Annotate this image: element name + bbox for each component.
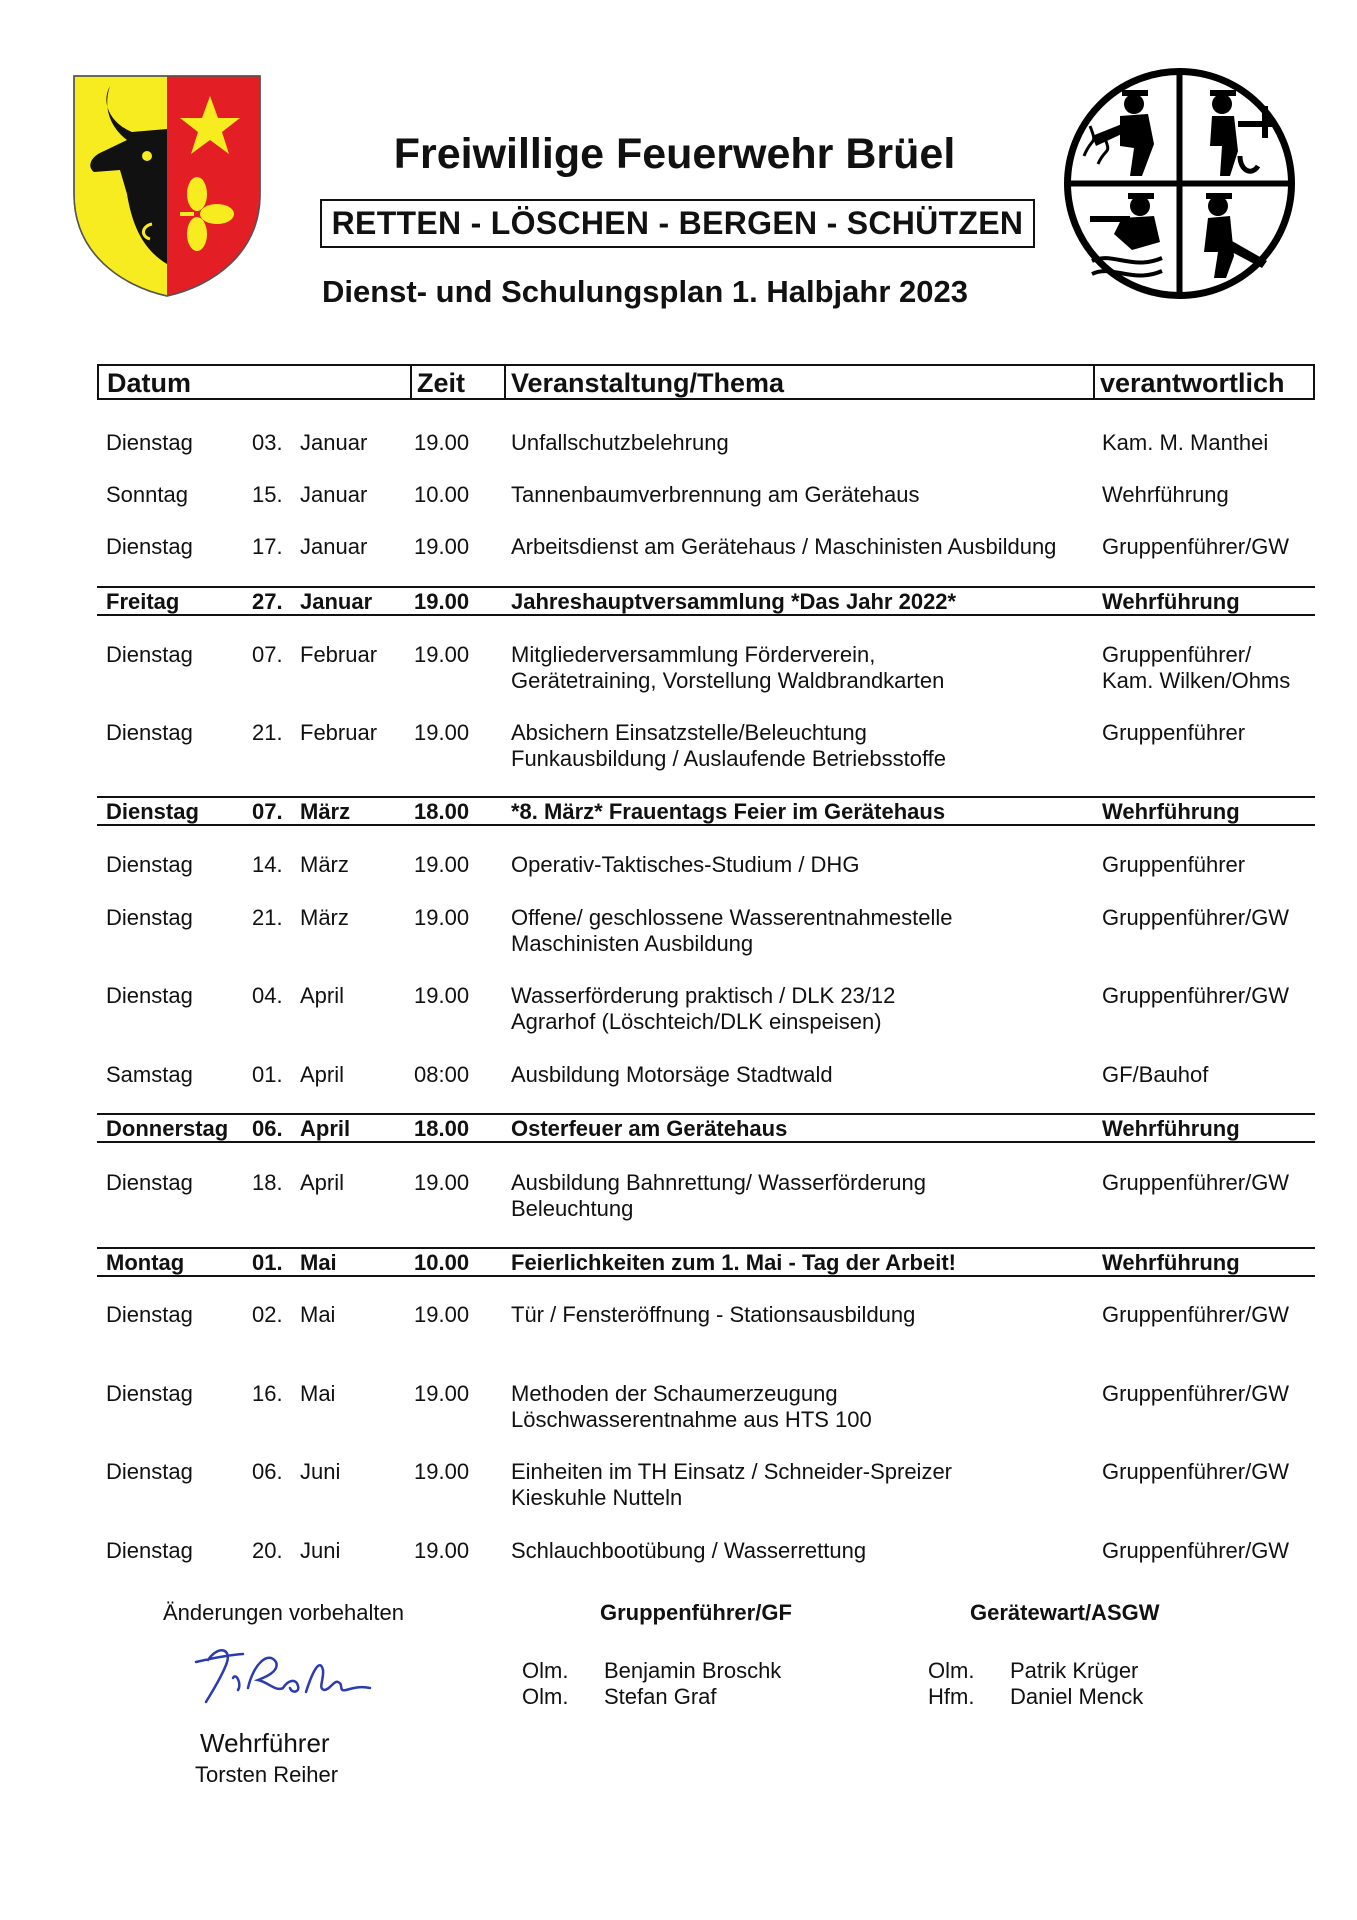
month-cell: April <box>300 1062 345 1087</box>
gw-name: Patrik Krüger <box>1010 1658 1139 1683</box>
topic-line: Schlauchbootübung / Wasserrettung <box>511 1538 867 1563</box>
responsible-cell <box>1102 1170 1289 1196</box>
town-crest-logo <box>72 74 262 299</box>
topic-cell <box>511 642 944 694</box>
topic-line: Mitgliederversammlung Förderverein, <box>511 642 876 667</box>
topic-line: Maschinisten Ausbildung <box>511 931 754 956</box>
day-cell: Dienstag <box>106 983 193 1008</box>
header-time: Zeit <box>417 368 466 398</box>
day-cell: Dienstag <box>106 534 193 559</box>
topic-cell <box>511 720 946 772</box>
highlighted-table-row <box>97 586 1315 616</box>
leader-name: Torsten Reiher <box>195 1762 339 1787</box>
topic-line: *8. März* Frauentags Feier im Gerätehaus <box>511 799 946 824</box>
day-cell: Dienstag <box>106 905 193 930</box>
responsible-cell <box>1102 534 1289 560</box>
responsible-line: Gruppenführer/GW <box>1102 1459 1290 1484</box>
day-cell: Dienstag <box>106 642 193 667</box>
date-number-cell: 16. <box>252 1381 283 1406</box>
responsible-line: Gruppenführer/ <box>1102 642 1252 667</box>
date-number-cell: 07. <box>252 799 283 824</box>
month-cell: Mai <box>300 1250 337 1275</box>
handwritten-signature <box>188 1640 378 1708</box>
time-cell: 08:00 <box>414 1062 470 1087</box>
responsible-cell <box>1102 1538 1289 1564</box>
topic-line: Tür / Fensteröffnung - Stationsausbildung <box>511 1302 916 1327</box>
header-date: Datum <box>107 368 192 398</box>
topic-cell <box>511 534 1056 560</box>
time-cell: 19.00 <box>414 1381 470 1406</box>
time-cell: 19.00 <box>414 1302 470 1327</box>
topic-line: Löschwasserentnahme aus HTS 100 <box>511 1407 872 1432</box>
topic-line: Wasserförderung praktisch / DLK 23/12 <box>511 983 896 1008</box>
responsible-cell <box>1102 642 1290 694</box>
month-cell: März <box>300 852 349 877</box>
topic-cell <box>511 852 859 878</box>
responsible-line: Gruppenführer/GW <box>1102 905 1290 930</box>
month-cell: Januar <box>300 482 368 507</box>
responsible-line: Gruppenführer/GW <box>1102 1381 1290 1406</box>
topic-line: Arbeitsdienst am Gerätehaus / Maschinisten Ausbildung <box>511 534 1057 559</box>
responsible-line: Wehrführung <box>1102 482 1229 507</box>
highlighted-table-row <box>97 796 1315 826</box>
gw-rank: Hfm. <box>928 1684 975 1709</box>
date-number-cell: 01. <box>252 1250 283 1275</box>
day-cell: Dienstag <box>106 799 199 824</box>
responsible-cell <box>1102 720 1245 746</box>
date-number-cell: 21. <box>252 720 283 745</box>
page-title: Freiwillige Feuerwehr Brüel <box>393 130 956 178</box>
day-cell: Freitag <box>106 589 180 614</box>
topic-line: Funkausbildung / Auslaufende Betriebsstoffe <box>511 746 947 771</box>
responsible-cell <box>1102 799 1240 825</box>
responsible-cell <box>1102 852 1245 878</box>
responsible-cell <box>1102 589 1240 615</box>
topic-line: Methoden der Schaumerzeugung <box>511 1381 838 1406</box>
header-divider <box>1093 366 1095 398</box>
responsible-cell <box>1102 1381 1289 1407</box>
topic-line: Agrarhof (Löschteich/DLK einspeisen) <box>511 1009 882 1034</box>
topic-line: Einheiten im TH Einsatz / Schneider-Spreizer <box>511 1459 953 1484</box>
leader-title: Wehrführer <box>200 1728 330 1758</box>
responsible-cell <box>1102 1062 1208 1088</box>
responsible-line: Gruppenführer/GW <box>1102 534 1290 559</box>
responsible-line: Gruppenführer/GW <box>1102 983 1290 1008</box>
responsible-cell <box>1102 1250 1240 1276</box>
header-divider <box>504 366 506 398</box>
topic-cell <box>511 1062 833 1088</box>
topic-line: Ausbildung Bahnrettung/ Wasserförderung <box>511 1170 926 1195</box>
date-number-cell: 02. <box>252 1302 283 1327</box>
responsible-line: GF/Bauhof <box>1102 1062 1209 1087</box>
gf-rank: Olm. <box>522 1658 569 1683</box>
topic-line: Ausbildung Motorsäge Stadtwald <box>511 1062 833 1087</box>
gf-name: Stefan Graf <box>604 1684 717 1709</box>
day-cell: Samstag <box>106 1062 193 1087</box>
date-number-cell: 18. <box>252 1170 283 1195</box>
month-cell: Juni <box>300 1538 341 1563</box>
time-cell: 19.00 <box>414 534 470 559</box>
day-cell: Dienstag <box>106 852 193 877</box>
fire-brigade-emblem <box>1062 66 1297 301</box>
gf-name: Benjamin Broschk <box>604 1658 782 1683</box>
time-cell: 19.00 <box>414 430 470 455</box>
day-cell: Dienstag <box>106 1381 193 1406</box>
time-cell: 19.00 <box>414 1459 470 1484</box>
responsible-cell <box>1102 482 1229 508</box>
topic-cell <box>511 1250 956 1276</box>
motto-box <box>320 199 1035 248</box>
responsible-line: Gruppenführer/GW <box>1102 1538 1290 1563</box>
day-cell: Montag <box>106 1250 185 1275</box>
topic-line: Tannenbaumverbrennung am Gerätehaus <box>511 482 920 507</box>
header-divider <box>410 366 412 398</box>
date-number-cell: 04. <box>252 983 283 1008</box>
topic-line: Unfallschutzbelehrung <box>511 430 729 455</box>
time-cell: 10.00 <box>414 1250 470 1275</box>
responsible-line: Wehrführung <box>1102 799 1240 824</box>
gw-name: Daniel Menck <box>1010 1684 1144 1709</box>
topic-cell <box>511 1381 872 1433</box>
date-number-cell: 17. <box>252 534 283 559</box>
time-cell: 19.00 <box>414 1170 470 1195</box>
day-cell: Sonntag <box>106 482 188 507</box>
topic-cell <box>511 1116 787 1142</box>
topic-cell <box>511 482 920 508</box>
time-cell: 18.00 <box>414 799 470 824</box>
topic-cell <box>511 1302 915 1328</box>
equipment-warden-title: Gerätewart/ASGW <box>970 1600 1160 1625</box>
responsible-line: Wehrführung <box>1102 1116 1240 1141</box>
month-cell: Mai <box>300 1381 336 1406</box>
time-cell: 19.00 <box>414 905 470 930</box>
date-number-cell: 06. <box>252 1116 283 1141</box>
plan-subtitle: Dienst- und Schulungsplan 1. Halbjahr 2023 <box>322 274 968 309</box>
responsible-line: Wehrführung <box>1102 1250 1240 1275</box>
month-cell: Januar <box>300 430 368 455</box>
time-cell: 19.00 <box>414 983 470 1008</box>
month-cell: April <box>300 1170 345 1195</box>
topic-line: Offene/ geschlossene Wasserentnahmestelle <box>511 905 953 930</box>
group-leader-title: Gruppenführer/GF <box>600 1600 792 1625</box>
date-number-cell: 14. <box>252 852 283 877</box>
date-number-cell: 03. <box>252 430 283 455</box>
responsible-cell <box>1102 430 1268 456</box>
day-cell: Dienstag <box>106 720 193 745</box>
day-cell: Donnerstag <box>106 1116 229 1141</box>
date-number-cell: 20. <box>252 1538 283 1563</box>
topic-cell <box>511 1170 926 1222</box>
highlighted-table-row <box>97 1247 1315 1277</box>
date-number-cell: 27. <box>252 589 283 614</box>
responsible-line: Kam. Wilken/Ohms <box>1102 668 1291 693</box>
topic-line: Osterfeuer am Gerätehaus <box>511 1116 788 1141</box>
month-cell: Januar <box>300 534 368 559</box>
responsible-line: Wehrführung <box>1102 589 1240 614</box>
topic-line: Beleuchtung <box>511 1196 634 1221</box>
month-cell: Juni <box>300 1459 341 1484</box>
month-cell: April <box>300 983 345 1008</box>
date-number-cell: 06. <box>252 1459 283 1484</box>
date-number-cell: 01. <box>252 1062 283 1087</box>
topic-line: Absichern Einsatzstelle/Beleuchtung <box>511 720 867 745</box>
topic-cell <box>511 430 729 456</box>
topic-cell <box>511 799 945 825</box>
month-cell: März <box>300 799 351 824</box>
time-cell: 19.00 <box>414 589 470 614</box>
month-cell: März <box>300 905 349 930</box>
responsible-line: Gruppenführer <box>1102 852 1246 877</box>
responsible-line: Gruppenführer/GW <box>1102 1170 1290 1195</box>
time-cell: 19.00 <box>414 720 470 745</box>
topic-line: Feierlichkeiten zum 1. Mai - Tag der Arbeit! <box>511 1250 956 1275</box>
month-cell: April <box>300 1116 351 1141</box>
month-cell: Februar <box>300 642 378 667</box>
time-cell: 19.00 <box>414 1538 470 1563</box>
topic-cell <box>511 589 956 615</box>
topic-cell <box>511 1538 866 1564</box>
changes-notice: Änderungen vorbehalten <box>163 1600 404 1625</box>
topic-line: Operativ-Taktisches-Studium / DHG <box>511 852 860 877</box>
date-number-cell: 07. <box>252 642 283 667</box>
header-responsible: verantwortlich <box>1100 368 1285 398</box>
table-header <box>97 364 1315 400</box>
topic-cell <box>511 1459 952 1511</box>
responsible-line: Gruppenführer/GW <box>1102 1302 1290 1327</box>
month-cell: Januar <box>300 589 373 614</box>
highlighted-table-row <box>97 1113 1315 1143</box>
topic-line: Jahreshauptversammlung *Das Jahr 2022* <box>511 589 957 614</box>
topic-cell <box>511 905 952 957</box>
month-cell: Mai <box>300 1302 336 1327</box>
responsible-cell <box>1102 1459 1289 1485</box>
day-cell: Dienstag <box>106 1302 193 1327</box>
header-topic: Veranstaltung/Thema <box>511 368 785 398</box>
motto-text: RETTEN - LÖSCHEN - BERGEN - SCHÜTZEN <box>331 205 1024 241</box>
day-cell: Dienstag <box>106 1170 193 1195</box>
responsible-cell <box>1102 983 1289 1009</box>
date-number-cell: 21. <box>252 905 283 930</box>
time-cell: 19.00 <box>414 642 470 667</box>
responsible-line: Kam. M. Manthei <box>1102 430 1269 455</box>
topic-cell <box>511 983 895 1035</box>
time-cell: 19.00 <box>414 852 470 877</box>
time-cell: 18.00 <box>414 1116 470 1141</box>
month-cell: Februar <box>300 720 378 745</box>
responsible-cell <box>1102 905 1289 931</box>
responsible-line: Gruppenführer <box>1102 720 1246 745</box>
date-number-cell: 15. <box>252 482 283 507</box>
day-cell: Dienstag <box>106 1538 193 1563</box>
day-cell: Dienstag <box>106 430 193 455</box>
responsible-cell <box>1102 1116 1240 1142</box>
topic-line: Gerätetraining, Vorstellung Waldbrandkarten <box>511 668 945 693</box>
time-cell: 10.00 <box>414 482 470 507</box>
gf-rank: Olm. <box>522 1684 569 1709</box>
gw-rank: Olm. <box>928 1658 975 1683</box>
responsible-cell <box>1102 1302 1289 1328</box>
topic-line: Kieskuhle Nutteln <box>511 1485 683 1510</box>
day-cell: Dienstag <box>106 1459 193 1484</box>
